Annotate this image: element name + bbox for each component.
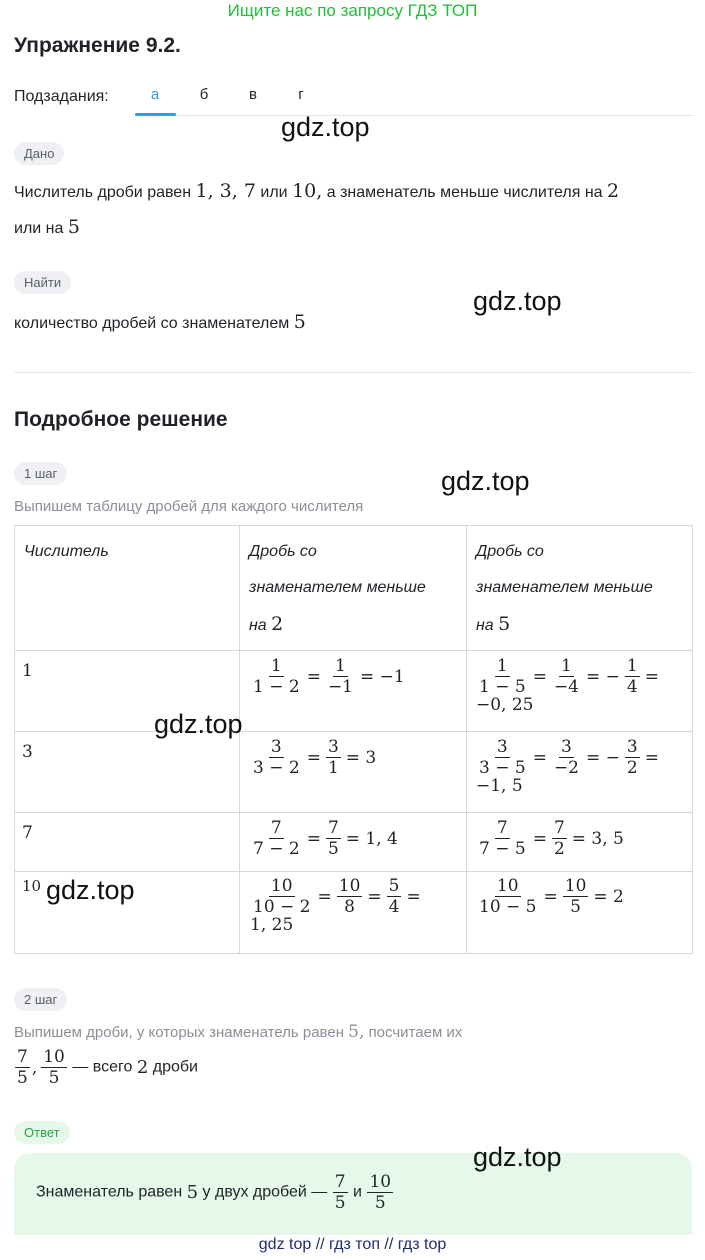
given-two: 2 <box>607 180 620 202</box>
step2-text <box>14 1022 462 1042</box>
section-divider <box>14 372 694 373</box>
table-border <box>14 525 15 954</box>
fraction: $\frac{7}{5}$ <box>327 818 339 859</box>
answer-text <box>36 1172 394 1213</box>
given-text-3: или на <box>14 220 64 237</box>
answer-text-a: Знаменатель равен <box>36 1183 183 1201</box>
fraction: $\frac{10}{5}$ <box>369 1172 392 1213</box>
answer-five: 5 <box>186 1182 199 1203</box>
find-five: 5 <box>293 311 306 333</box>
find-line <box>14 312 306 334</box>
given-text-2: а знаменатель меньше числителя на <box>326 184 603 201</box>
header-line: Дробь со <box>249 543 317 560</box>
solution-heading: Подробное решение <box>14 408 228 431</box>
answer-chip: Ответ <box>14 1121 70 1144</box>
page-title: Упражнение 9.2. <box>14 34 181 57</box>
fraction: $\frac{7}{5}$ <box>334 1172 346 1213</box>
tab-g[interactable]: г <box>298 86 304 103</box>
numerator-cell: 3 <box>22 742 33 762</box>
formula-result: 1, 25 <box>250 915 294 935</box>
fraction: $\frac{10}{5}$ <box>564 876 587 917</box>
step2-result-text: — всего <box>72 1058 133 1076</box>
step2-text-b: посчитаем их <box>368 1024 463 1041</box>
fractions-table <box>14 525 693 954</box>
header-num: 2 <box>271 613 284 635</box>
header-minus-5 <box>476 534 688 644</box>
given-line-2 <box>14 217 80 239</box>
tab-v[interactable]: в <box>249 86 257 103</box>
header-on: на <box>476 617 494 634</box>
step2-chip: 2 шаг <box>14 988 67 1011</box>
step2-result: $\frac{7}{5}$ , $\frac{10}{5}$ — всего 2 дроби <box>17 1047 198 1088</box>
fraction: $\frac{1}{1 - 5}$ <box>479 656 526 697</box>
header-line <box>249 606 461 644</box>
header-numerator: Числитель <box>24 543 109 560</box>
formula-result: −1, 5 <box>476 776 523 796</box>
top-banner[interactable]: Ищите нас по запросу ГДЗ ТОП <box>227 1 478 20</box>
footer-links[interactable]: gdz top // гдз топ // гдз top <box>258 1236 447 1253</box>
fraction: $\frac{10}{10 - 2}$ <box>253 876 311 917</box>
find-chip: Найти <box>14 271 71 294</box>
watermark: gdz.top <box>281 112 370 142</box>
formula-cell: $\frac{10}{10 - 5}$ = $\frac{10}{5}$ = 2 <box>479 876 624 917</box>
tab-a[interactable]: а <box>150 86 160 103</box>
formula-cell: $\frac{7}{7 - 5}$ = $\frac{7}{2}$ = 3, 5 <box>479 818 624 859</box>
answer-text-b: у двух дробей — <box>202 1183 328 1201</box>
fraction: $\frac{10}{5}$ <box>43 1047 65 1088</box>
formula-result: −0, 25 <box>476 695 534 715</box>
fraction: $\frac{3}{3 - 5}$ <box>479 737 526 778</box>
numerator-cell: 1 <box>22 661 33 681</box>
given-numbers: 1, 3, 7 <box>195 180 256 202</box>
numerator-cell: 7 <box>22 823 33 843</box>
header-on: на <box>249 617 267 634</box>
fraction: $\frac{3}{2}$ <box>626 737 638 778</box>
fraction: $\frac{7}{7 - 2}$ <box>253 818 300 859</box>
fraction: $\frac{3}{-2}$ <box>553 737 579 778</box>
step1-chip: 1 шаг <box>14 462 67 485</box>
find-text: количество дробей со знаменателем <box>14 315 290 332</box>
active-tab-indicator <box>135 113 176 116</box>
header-line: знаменателем меньше <box>249 579 426 596</box>
given-chip: Дано <box>14 142 64 165</box>
watermark: gdz.top <box>154 709 243 739</box>
numerator-cell: 10 <box>22 877 42 895</box>
fraction: $\frac{3}{3 - 2}$ <box>253 737 300 778</box>
table-border <box>466 525 467 954</box>
fraction: $\frac{7}{5}$ <box>17 1047 28 1088</box>
fraction: $\frac{7}{7 - 5}$ <box>479 818 526 859</box>
step2-two: 2 <box>136 1057 149 1078</box>
fraction: $\frac{10}{8}$ <box>338 876 361 917</box>
fraction: $\frac{5}{4}$ <box>388 876 400 917</box>
table-border <box>14 731 693 732</box>
formula-cell: $\frac{3}{3 - 5}$ = $\frac{3}{-2}$ = − $\frac{3}{2}$ = −1, 5 <box>476 737 663 796</box>
step2-word: дроби <box>152 1058 198 1076</box>
fraction: $\frac{1}{4}$ <box>626 656 638 697</box>
formula-cell: $\frac{1}{1 - 2}$ = $\frac{1}{-1}$ = −1 <box>253 656 405 697</box>
table-border <box>14 953 693 954</box>
watermark: gdz.top <box>46 875 135 905</box>
header-line: Дробь со <box>476 543 544 560</box>
fraction: $\frac{1}{-4}$ <box>553 656 579 697</box>
watermark: gdz.top <box>473 1142 562 1172</box>
header-num: 5 <box>498 613 511 635</box>
given-or: или <box>260 184 288 201</box>
given-ten: 10, <box>292 180 323 202</box>
formula-cell: $\frac{10}{10 - 2}$ = $\frac{10}{8}$ = $\frac{5}{4}$ = 1, 25 <box>250 876 425 935</box>
watermark: gdz.top <box>473 286 562 316</box>
header-line: знаменателем меньше <box>476 579 653 596</box>
header-minus-2 <box>249 534 461 644</box>
table-border <box>692 525 693 954</box>
formula-cell: $\frac{1}{1 - 5}$ = $\frac{1}{-4}$ = − $\frac{1}{4}$ = −0, 25 <box>476 656 663 715</box>
given-line-1 <box>14 181 619 203</box>
step1-text: Выпишем таблицу дробей для каждого числителя <box>14 498 364 515</box>
fraction: $\frac{3}{1}$ <box>327 737 339 778</box>
formula-cell: $\frac{7}{7 - 2}$ = $\frac{7}{5}$ = 1, 4 <box>253 818 398 859</box>
fraction: $\frac{7}{2}$ <box>553 818 565 859</box>
tab-b[interactable]: б <box>199 86 209 103</box>
table-border <box>14 812 693 813</box>
step2-five: 5, <box>348 1022 365 1042</box>
subtasks-label: Подзадания: <box>14 88 109 105</box>
table-border <box>14 871 693 872</box>
fraction: $\frac{1}{-1}$ <box>327 656 353 697</box>
fraction: $\frac{10}{10 - 5}$ <box>479 876 537 917</box>
watermark: gdz.top <box>441 466 530 496</box>
formula-cell: $\frac{3}{3 - 2}$ = $\frac{3}{1}$ = 3 <box>253 737 377 778</box>
given-five: 5 <box>67 216 80 238</box>
table-border <box>14 650 693 651</box>
given-text: Числитель дроби равен <box>14 184 192 201</box>
table-border <box>14 525 693 526</box>
answer-and: и <box>353 1183 362 1201</box>
step2-text-a: Выпишем дроби, у которых знаменатель равен <box>14 1024 344 1041</box>
tabs-divider <box>135 115 693 116</box>
header-line <box>476 606 688 644</box>
fraction: $\frac{1}{1 - 2}$ <box>253 656 300 697</box>
